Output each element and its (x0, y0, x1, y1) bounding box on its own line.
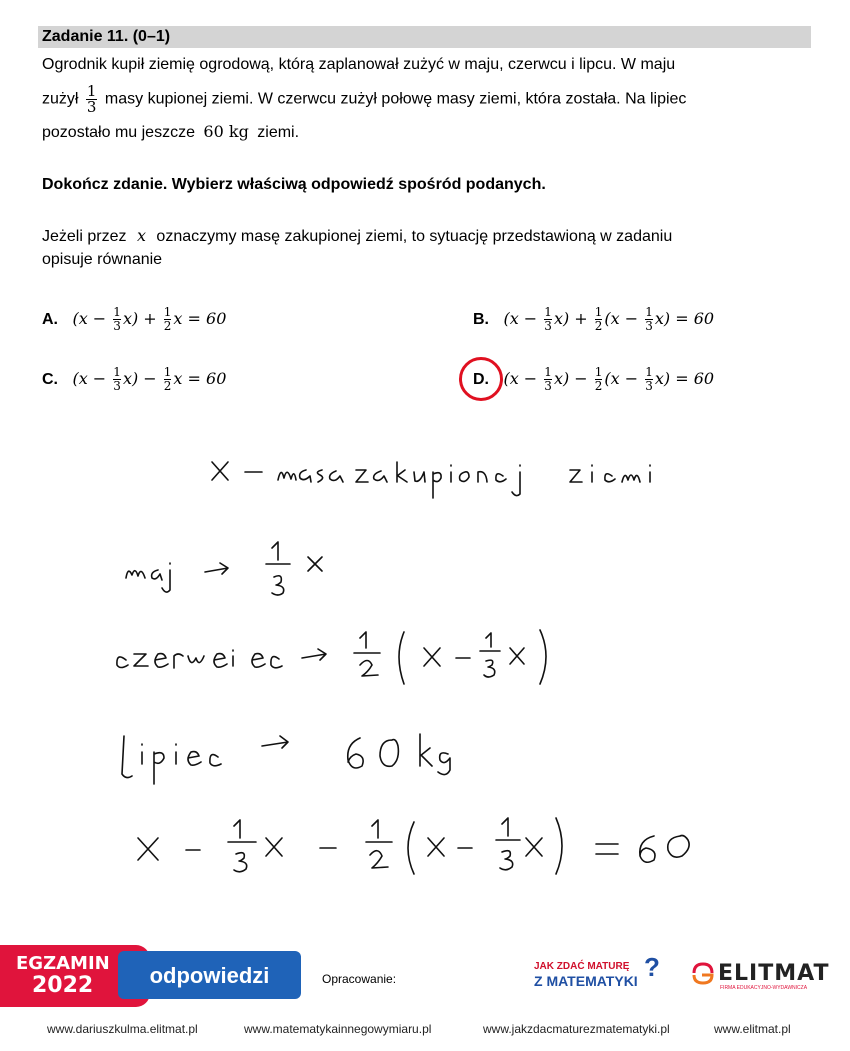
task-line-3: pozostało mu jeszcze 60 kg ziemi. (42, 122, 300, 141)
hw-line-3 (117, 630, 546, 684)
hw-line-4 (122, 734, 450, 784)
hw-line-5 (138, 818, 689, 874)
task-title: Zadanie 11. (0–1) (42, 28, 171, 45)
option-a[interactable]: A. (x − $\frac{1}{3}$ x) + $\frac{1}{2}$ x = 60 (42, 305, 227, 333)
option-d[interactable]: D. (x − $\frac{1}{3}$ x) − $\frac{1}{2}$ (x − $\frac{1}{3}$ x) = 60 (473, 365, 715, 393)
answers-badge: odpowiedzi (118, 951, 301, 999)
task-line-1: Ogrodnik kupił ziemię ogrodową, którą zaplanował zużyć w maju, czerwcu i lipcu. W maju (42, 56, 676, 73)
fraction-one-third: $\frac{1}{3}$ (86, 82, 97, 116)
jakzdac-logo: JAK ZDAĆ MATURĘ Z MATEMATYKI ? (534, 952, 660, 989)
link-jakzdacmature[interactable]: www.jakzdacmaturezmatematyki.pl (483, 1022, 670, 1036)
task-line-2: zużył $\frac{1}{3}$ masy kupionej ziemi. W czerwcu zużył połowę masy ziemi, która została. Na lipiec (42, 82, 687, 116)
elitmat-logo: ELITMAT FIRMA EDUKACYJNO-WYDAWNICZA (690, 961, 716, 990)
option-c[interactable]: C. (x − $\frac{1}{3}$ x) − $\frac{1}{2}$ x = 60 (42, 365, 227, 393)
link-matematykainnegowymiaru[interactable]: www.matematykainnegowymiaru.pl (244, 1022, 432, 1036)
question-line-2: opisuje równanie (42, 251, 163, 268)
prepared-by-label: Opracowanie: (322, 972, 397, 986)
question-mark-icon: ? (644, 952, 660, 982)
elitmat-icon (690, 961, 716, 985)
hw-line-2 (126, 542, 322, 595)
link-dariuszkulma[interactable]: www.dariuszkulma.elitmat.pl (47, 1022, 198, 1036)
link-elitmat[interactable]: www.elitmat.pl (714, 1022, 791, 1036)
instruction: Dokończ zdanie. Wybierz właściwą odpowiedź spośród podanych. (42, 176, 546, 193)
question-line-1: Jeżeli przez x oznaczymy masę zakupionej ziemi, to sytuację przedstawioną w zadaniu (42, 226, 673, 245)
exam-badge: EGZAMIN 2022 (0, 945, 150, 1007)
option-b[interactable]: B. (x − $\frac{1}{3}$ x) + $\frac{1}{2}$ (x − $\frac{1}{3}$ x) = 60 (473, 305, 715, 333)
hw-line-1 (212, 462, 650, 498)
